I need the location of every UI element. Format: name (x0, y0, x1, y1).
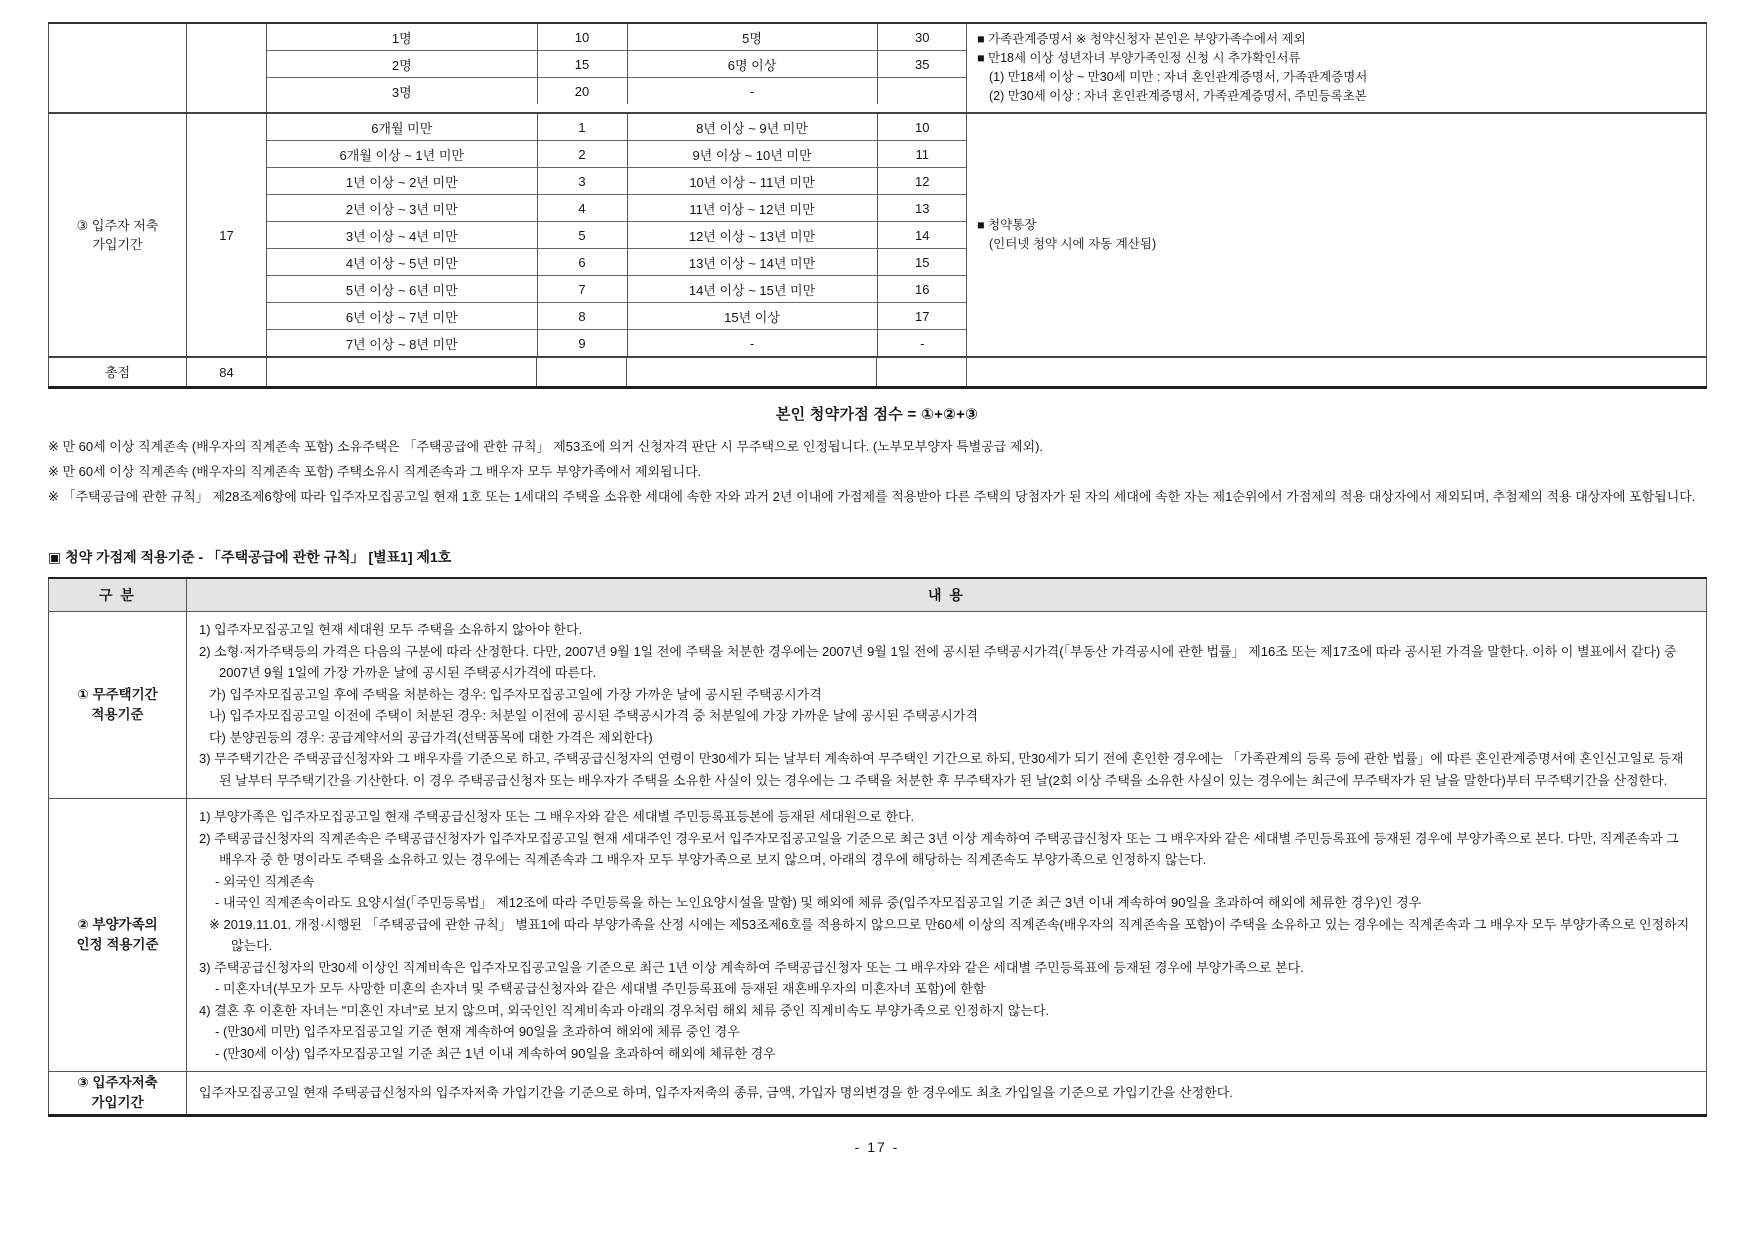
period-cell: 7년 이상 ~ 8년 미만 (267, 330, 537, 357)
criteria-row-dependents (49, 799, 1707, 1072)
section-title: ▣ 청약 가점제 적용기준 - 「주택공급에 관한 규칙」 [별표1] 제1호 (48, 549, 452, 565)
remark-line (48, 434, 1706, 459)
period-cell: 12년 이상 ~ 13년 미만 (627, 222, 877, 249)
period-cell: 3년 이상 ~ 4년 미만 (267, 222, 537, 249)
points-cell: 14 (877, 222, 967, 249)
empty-cell (877, 357, 967, 388)
points-cell: 5 (537, 222, 627, 249)
criteria-row-savings (49, 1072, 1707, 1116)
criteria-cell: 6명 이상 (627, 51, 877, 78)
empty-note-cell (967, 357, 1707, 388)
table-row (267, 78, 967, 105)
content-text: - 내국인 직계존속이라도 요양시설(「주민등록법」 제12조에 따라 주민등록을 하는 노인요양시설을 말함) 및 해외에 체류 중(입주자모집공고일 기준 최근 3년 이내 계속하여 90일을 초과하여 해외에 체류한 경우)인 경우 (215, 895, 1422, 910)
content-text: 2) 주택공급신청자의 직계존속은 주택공급신청자가 입주자모집공고일 현재 세대주인 경우로서 입주자모집공고일을 기준으로 최근 3년 이상 계속하여 주택공급신청자 또는 그 배우자와 같은 세대별 주민등록표에 등재된 경우에 부양가족으로 본다. 다만, 직계존속과 그 배우자 중 한 명이라도 주택을 소유하고 있는 경우에는 직계존속과 그 배우자 모두 부양가족으로 보지 않으며, 아래의 경우에 해당하는 직계존속도 부양가족으로 인정하지 않는다. (199, 830, 1679, 867)
remark-text: ※ 만 60세 이상 직계존속 (배우자의 직계존속 포함) 소유주택은 「주택공급에 관한 규칙」 제53조에 의거 신청자격 판단 시 무주택으로 인정됩니다. (노부모부양자 특별공급 제외). (48, 439, 1044, 454)
content-line (215, 1043, 1694, 1065)
content-line (199, 806, 1694, 828)
dependents-inner-table (267, 24, 967, 104)
points-cell: 10 (877, 114, 967, 141)
content-text: 2) 소형·저가주택등의 가격은 다음의 구분에 따라 산정한다. 다만, 2007년 9월 1일 전에 주택을 처분한 경우에는 2007년 9월 1일 전에 공시된 주택공시가격(「부동산 가격공시에 관한 법률」 제16조 또는 제17조에 따라 공시된 가격을 말한다. 이하 이 별표에서 같다) 중 2007년 9월 1일에 가장 가까운 날에 공시된 주택공시가격에 따른다. (199, 643, 1677, 680)
criteria-cell: - (627, 78, 877, 105)
period-cell: 1년 이상 ~ 2년 미만 (267, 168, 537, 195)
criteria-cell: 1명 (391, 30, 412, 46)
total-row (49, 357, 1707, 388)
content-text: 나) 입주자모집공고일 이전에 주택이 처분된 경우: 처분일 이전에 공시된 주택공시가격 중 처분일에 가장 가까운 날에 공시된 주택공시가격 (209, 708, 978, 723)
remarks-block (48, 434, 1706, 509)
content-text: 1) 부양가족은 입주자모집공고일 현재 주택공급신청자 또는 그 배우자와 같은 세대별 주민등록표등본에 등재된 세대원으로 한다. (199, 809, 915, 824)
content-line (209, 727, 1694, 749)
content-text: 다) 분양권등의 경우: 공급계약서의 공급가격(선택품목에 대한 가격은 제외한다) (209, 729, 653, 745)
content-text: ※ 2019.11.01. 개정·시행된 「주택공급에 관한 규칙」 별표1에 따라 부양가족을 산정 시에는 제53조제6호를 적용하지 않으므로 만60세 이상의 직계존속(배우자의 직계존속을 포함)이 주택을 소유하고 있는 경우에는 직계존속과 그 배우자 모두 부양가족으로 인정하지 않는다. (209, 916, 1690, 953)
row-label (49, 612, 187, 799)
row-content (187, 1072, 1707, 1116)
empty-cell (627, 357, 877, 388)
row-content (187, 612, 1707, 799)
note-text: (2) 만30세 이상 : 자녀 혼인관계증명서, 가족관계증명서, 주민등록초본 (989, 89, 1367, 103)
content-line (199, 828, 1694, 871)
table-row (267, 249, 967, 276)
empty-label-cell (49, 23, 187, 113)
criteria-cell: 5명 (627, 24, 877, 51)
period-cell: 6개월 미만 (371, 120, 433, 136)
period-cell: 5년 이상 ~ 6년 미만 (267, 276, 537, 303)
points-cell: 10 (537, 24, 627, 51)
criteria-row-housing-period (49, 612, 1707, 799)
content-text: 입주자모집공고일 현재 주택공급신청자의 입주자저축 가입기간을 기준으로 하며, 입주자저축의 종류, 금액, 가입자 명의변경을 한 경우에도 최초 가입일을 기준으로 가입기간을 산정한다. (199, 1085, 1233, 1101)
note-line (977, 30, 1696, 49)
documents-note-cell (967, 23, 1707, 113)
savings-period-max-score: 17 (187, 113, 267, 357)
content-line (199, 957, 1694, 979)
note-line (977, 235, 1696, 254)
period-cell: 8년 이상 ~ 9년 미만 (627, 114, 877, 141)
savings-rows-cell (267, 113, 967, 357)
note-text: (1) 만18세 이상 ~ 만30세 미만 : 자녀 혼인관계증명서, 가족관계증명서 (989, 70, 1368, 84)
remark-text: ※ 만 60세 이상 직계존속 (배우자의 직계존속 포함) 주택소유시 직계존속과 그 배우자 모두 부양가족에서 제외됩니다. (48, 464, 702, 479)
content-line (199, 619, 1694, 641)
criteria-table (48, 577, 1707, 1117)
remark-line (48, 484, 1706, 509)
content-line (209, 914, 1694, 957)
score-formula: 본인 청약가점 점수 = ①+②+③ (775, 406, 979, 423)
period-cell: 6개월 이상 ~ 1년 미만 (267, 141, 537, 168)
period-cell: 4년 이상 ~ 5년 미만 (267, 249, 537, 276)
period-cell: 10년 이상 ~ 11년 미만 (627, 168, 877, 195)
content-line (199, 748, 1694, 791)
table-row (267, 168, 967, 195)
content-text: 3) 주택공급신청자의 만30세 이상인 직계비속은 입주자모집공고일을 기준으로 최근 1년 이상 계속하여 주택공급신청자 또는 그 배우자와 같은 세대별 주민등록표에 등재된 경우에 부양가족으로 본다. (199, 959, 1304, 975)
empty-cell (537, 357, 627, 388)
table-row (267, 141, 967, 168)
points-cell: 15 (877, 249, 967, 276)
row-content (187, 799, 1707, 1072)
content-text: 3) 무주택기간은 주택공급신청자와 그 배우자를 기준으로 하고, 주택공급신청자의 연령이 만30세가 되는 날부터 계속하여 무주택인 기간으로 하되, 만30세가 되기 전에 혼인한 경우에는 「가족관계의 등록 등에 관한 법률」에 따른 혼인관계증명서에 혼인신고일로 등재된 날부터 무주택기간을 기산한다. 이 경우 주택공급신청자 또는 배우자가 주택을 소유한 사실이 있는 경우에는 그 주택을 처분한 후 무주택자가 된 날(2회 이상 주택을 소유한 사실이 있는 경우에는 최근에 무주택자가 된 날을 말한다)부터 무주택기간을 산정한다. (199, 751, 1684, 788)
points-cell: 30 (877, 24, 967, 51)
table-row (267, 222, 967, 249)
content-line (199, 641, 1694, 684)
points-cell: 17 (877, 303, 967, 330)
content-text: - (만30세 이상) 입주자모집공고일 기준 최근 1년 이내 계속하여 90일을 초과하여 해외에 체류한 경우 (215, 1045, 776, 1061)
label-line: 적용기준 (91, 707, 144, 722)
table-row (267, 330, 967, 357)
content-text: - 미혼자녀(부모가 모두 사망한 미혼의 손자녀 및 주택공급신청자와 같은 세대별 주민등록표에 등재된 재혼배우자의 미혼자녀 포함)에 한함 (215, 981, 986, 996)
note-text: ■ 가족관계증명서 ※ 청약신청자 본인은 부양가족수에서 제외 (977, 32, 1306, 46)
savings-period-group (49, 113, 1707, 357)
period-cell: 2년 이상 ~ 3년 미만 (267, 195, 537, 222)
content-text: - (만30세 미만) 입주자모집공고일 기준 현재 계속하여 90일을 초과하여 해외에 체류 중인 경우 (215, 1024, 740, 1039)
points-cell: 3 (537, 168, 627, 195)
table-row (267, 276, 967, 303)
total-value: 84 (187, 357, 267, 388)
savings-inner-table (267, 114, 967, 356)
label-line: ③ 입주자저축 (77, 1075, 158, 1090)
content-line (209, 705, 1694, 727)
period-cell: 9년 이상 ~ 10년 미만 (627, 141, 877, 168)
total-label: 총점 (49, 357, 187, 388)
content-text: - 외국인 직계존속 (215, 873, 315, 889)
criteria-cell: 3명 (267, 78, 537, 105)
content-line (215, 871, 1694, 893)
points-cell: 4 (537, 195, 627, 222)
criteria-header-row (49, 578, 1707, 612)
points-cell: 1 (537, 114, 627, 141)
table-row (267, 195, 967, 222)
empty-cell (267, 357, 537, 388)
savings-period-label (49, 113, 187, 357)
points-cell: 35 (877, 51, 967, 78)
table-row (267, 24, 967, 51)
dependents-score-group (49, 23, 1707, 113)
content-line (215, 978, 1694, 1000)
points-cell: - (877, 330, 967, 357)
period-cell: - (627, 330, 877, 357)
points-cell: 2 (537, 141, 627, 168)
dependents-rows-cell (267, 23, 967, 113)
points-cell: 9 (537, 330, 627, 357)
points-cell: 8 (537, 303, 627, 330)
content-text: 가) 입주자모집공고일 후에 주택을 처분하는 경우: 입주자모집공고일에 가장 가까운 날에 공시된 주택공시가격 (209, 686, 822, 702)
page-number: - 17 - (854, 1139, 900, 1155)
period-cell: 11년 이상 ~ 12년 미만 (627, 195, 877, 222)
content-line (199, 1000, 1694, 1022)
row-label (49, 1072, 187, 1116)
content-line (215, 892, 1694, 914)
empty-score-cell (187, 23, 267, 113)
note-line (977, 87, 1696, 106)
table-row (267, 303, 967, 330)
table-row (267, 114, 967, 141)
remark-text: ※ 「주택공급에 관한 규칙」 제28조제6항에 따라 입주자모집공고일 현재 1호 또는 1세대의 주택을 소유한 세대에 속한 자와 과거 2년 이내에 가점제를 적용받아 다른 주택의 당첨자가 된 자의 세대에 속한 자는 제1순위에서 가점제의 적용 대상자에서 제외되며, 추첨제의 적용 대상자에 포함됩니다. (48, 489, 1696, 504)
criteria-cell: 2명 (267, 51, 537, 78)
label-line: 인정 적용기준 (76, 937, 159, 952)
note-line (977, 216, 1696, 235)
label-line: ① 무주택기간 (77, 687, 158, 702)
score-table (48, 22, 1707, 389)
label-line: 가입기간 (91, 1095, 144, 1110)
bankbook-note-cell (967, 113, 1707, 357)
points-cell: 6 (537, 249, 627, 276)
note-text: (인터넷 청약 시에 자동 계산됨) (989, 237, 1157, 251)
header-content: 내 용 (187, 578, 1707, 612)
note-line (977, 68, 1696, 87)
content-text: 4) 결혼 후 이혼한 자녀는 "미혼인 자녀"로 보지 않으며, 외국인인 직계비속과 아래의 경우처럼 해외 체류 중인 직계비속도 부양가족으로 인정하지 않는다. (199, 1002, 1050, 1018)
label-line: 가입기간 (92, 237, 143, 252)
points-cell: 15 (537, 51, 627, 78)
period-cell: 6년 이상 ~ 7년 미만 (267, 303, 537, 330)
period-cell: 13년 이상 ~ 14년 미만 (627, 249, 877, 276)
points-cell: 12 (877, 168, 967, 195)
period-cell: 14년 이상 ~ 15년 미만 (627, 276, 877, 303)
points-cell: 16 (877, 276, 967, 303)
points-cell: 20 (537, 78, 627, 105)
table-row (267, 51, 967, 78)
note-text: ■ 청약통장 (977, 218, 1037, 232)
remark-line (48, 459, 1706, 484)
label-line: ② 부양가족의 (77, 917, 158, 932)
points-cell: 11 (877, 141, 967, 168)
note-line (977, 49, 1696, 68)
note-text: ■ 만18세 이상 성년자녀 부양가족인정 신청 시 추가확인서류 (977, 51, 1301, 65)
points-cell: 7 (537, 276, 627, 303)
points-cell (877, 78, 967, 105)
content-line (199, 1082, 1694, 1104)
row-label (49, 799, 187, 1072)
period-cell: 15년 이상 (627, 303, 877, 330)
header-category: 구 분 (49, 578, 187, 612)
content-text: 1) 입주자모집공고일 현재 세대원 모두 주택을 소유하지 않아야 한다. (199, 622, 583, 637)
content-line (215, 1021, 1694, 1043)
content-line (209, 684, 1694, 706)
label-line: ③ 입주자 저축 (76, 218, 159, 233)
points-cell: 13 (877, 195, 967, 222)
